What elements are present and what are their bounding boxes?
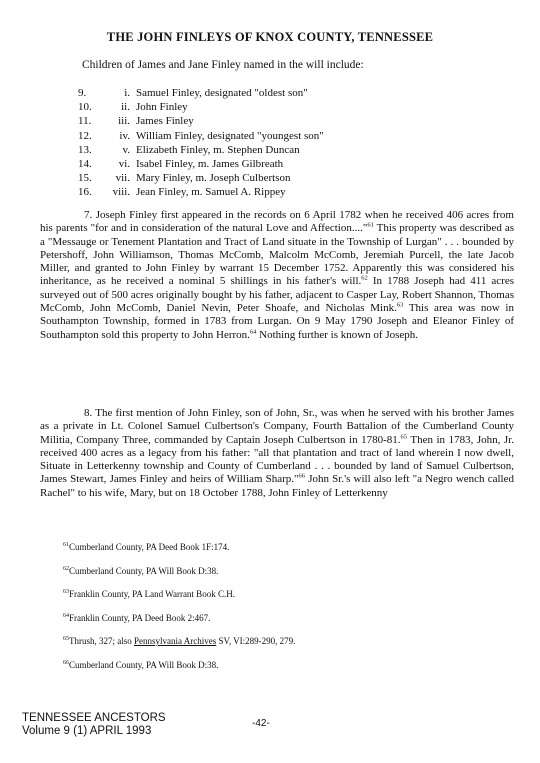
item-number: 15. — [78, 172, 92, 185]
para-text: Nothing further is known of Joseph. — [256, 328, 419, 341]
footnote-ref: 62 — [361, 274, 368, 282]
page-number: -42- — [252, 718, 270, 729]
item-text: Samuel Finley, designated "oldest son" — [136, 87, 308, 99]
item-text: William Finley, designated "youngest son" — [136, 129, 324, 142]
item-text: John Finley — [136, 101, 188, 114]
footnote-number: 61 — [63, 542, 69, 548]
item-number: 12. — [78, 129, 92, 142]
item-text: James Finley — [136, 115, 194, 128]
footnote-title: Pennsylvania Archives — [134, 636, 217, 647]
list-item — [78, 143, 324, 157]
footnote — [63, 542, 295, 566]
footnote — [63, 660, 295, 684]
para-text: Then in 1783, John, Jr. received 400 acres as a legacy from his father: "all that plantation and tract of land wherein I now dwell, Situate in Letterkenny township and County of Cumberland . . . bounded by land of Samuel Culbertson, James Stewart, James Finley and heirs of William Sharp." — [40, 433, 514, 486]
list-item — [78, 129, 324, 143]
item-roman: viii. — [112, 186, 130, 199]
footer-volume: Volume 9 (1) APRIL 1993 — [22, 725, 152, 737]
item-roman: vi. — [118, 158, 130, 171]
footnote-text: Cumberland County, PA Deed Book 1F:174. — [69, 542, 230, 552]
list-item — [78, 100, 324, 114]
item-roman: i. — [124, 87, 130, 99]
list-item — [78, 86, 324, 100]
footnote-number: 62 — [63, 565, 69, 572]
footnote — [63, 566, 295, 590]
footnote-text: SV, VI:289-290, 279. — [216, 636, 296, 647]
para-text: 8. The first mention of John Finley, son of John, Sr., was when he served with his brother James as a private in Lt. Colonel Samuel Culbertson's Company, Fourth Battalion of the Cumberland County Militia, Company Three, commanded by Captain Joseph Culbertson in 1780-81. — [40, 407, 514, 446]
item-text: Mary Finley, m. Joseph Culbertson — [136, 172, 291, 185]
footer-journal-title: TENNESSEE ANCESTORS — [22, 712, 166, 724]
item-roman: iii. — [118, 115, 130, 128]
footnote-ref: 66 — [298, 472, 305, 480]
footnote — [63, 613, 295, 637]
footnote-text: Franklin County, PA Deed Book 2:467. — [69, 612, 211, 623]
footnote — [63, 589, 295, 613]
item-number: 10. — [78, 101, 92, 114]
footnote-ref: 63 — [396, 301, 404, 309]
footnote-number: 63 — [63, 589, 69, 596]
list-item — [78, 157, 324, 171]
para-text: In 1788 Joseph had 411 acres surveyed out of 500 acres originally bought by his father, adjacent to Casper Lay, Robert Shannon, Thomas McComb, John McComb, Daniel Nevin, Peter Shoafe, and Nicholas Mink. — [40, 275, 514, 315]
list-item — [78, 114, 324, 128]
para-text: This property was described as a "Messauge or Tenement Plantation and Tract of Land situate in the Township of Lurgan" . . . bounded by Petershoff, John Williamson, Thomas McComb, Malcolm McComb, Jeremiah Purcell, the late Jacob Miller, and granted to John Finley by warrant 15 December 1752. Apparently this was considered his inheritance, as he received a nominal 5 shillings in his father's will. — [40, 222, 514, 288]
footnote-text: Thrush, 327; also — [69, 636, 134, 647]
footnote-ref: 64 — [249, 328, 257, 336]
item-roman: ii. — [121, 101, 130, 114]
footer-publication — [22, 712, 166, 738]
item-text: Elizabeth Finley, m. Stephen Duncan — [136, 143, 300, 156]
footnote-number: 64 — [63, 612, 69, 619]
item-roman: v. — [122, 143, 130, 156]
item-roman: iv. — [119, 129, 130, 142]
footnote-text: Franklin County, PA Land Warrant Book C.H. — [69, 589, 235, 600]
footnotes — [63, 542, 295, 684]
item-number: 13. — [78, 143, 92, 156]
children-list — [78, 86, 324, 200]
item-number: 14. — [78, 158, 92, 171]
list-item — [78, 171, 324, 185]
footnote-ref: 65 — [400, 432, 408, 440]
paragraph-7 — [40, 209, 514, 342]
page-title: THE JOHN FINLEYS OF KNOX COUNTY, TENNESSEE — [106, 30, 434, 44]
intro-text: Children of James and Jane Finley named in the will include: — [82, 59, 364, 71]
item-number: 16. — [78, 186, 92, 199]
item-roman: vii. — [115, 172, 130, 185]
list-item — [78, 185, 324, 199]
item-text: Jean Finley, m. Samuel A. Rippey — [136, 186, 286, 199]
footnote-text: Cumberland County, PA Will Book D:38. — [69, 565, 219, 576]
item-number: 9. — [78, 87, 87, 99]
footnote-text: Cumberland County, PA Will Book D:38. — [69, 659, 219, 670]
footnote-ref: 61 — [367, 221, 374, 229]
item-text: Isabel Finley, m. James Gilbreath — [136, 158, 284, 171]
para-text: 7. Joseph Finley first appeared in the records on 6 April 1782 when he received 406 acres from his parents "for and in consideration of the natural Love and Affection...." — [40, 209, 514, 235]
para-text: This area was now in Southampton Township, formed in 1783 from Lurgan. On 9 May 1790 Joseph and Eleanor Finley of Southampton sold this property to John Herron. — [40, 302, 514, 341]
footnote — [63, 636, 295, 660]
paragraph-8 — [40, 407, 514, 500]
footnote-number: 65 — [63, 636, 69, 643]
para-text: John Sr.'s will also left "a Negro wench called Rachel" to his wife, Mary, but on 18 October 1788, John Finley of Letterkenny — [40, 473, 514, 499]
item-number: 11. — [78, 115, 92, 128]
footnote-number: 66 — [63, 659, 69, 666]
